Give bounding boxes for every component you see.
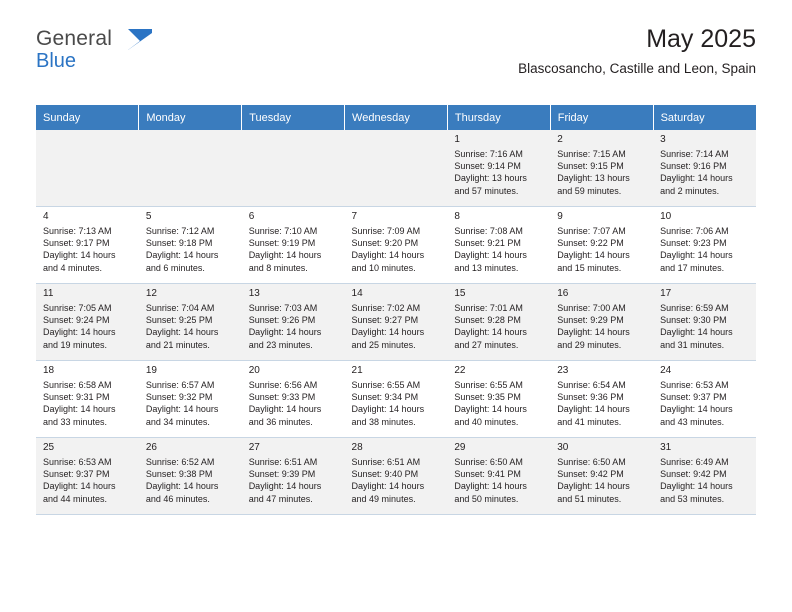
day-number: 27 — [248, 442, 260, 453]
day-info-line: Sunrise: 6:50 AM — [557, 457, 626, 467]
calendar-day-cell — [242, 361, 345, 438]
day-info-line: Sunset: 9:42 PM — [557, 469, 624, 480]
day-info-line: Daylight: 14 hours — [248, 404, 322, 415]
day-number: 5 — [145, 211, 152, 222]
day-info-line: and 2 minutes. — [660, 185, 720, 196]
day-info-line: Daylight: 14 hours — [248, 250, 322, 261]
weekday-header-row — [36, 105, 756, 130]
calendar-cell-empty — [345, 130, 448, 207]
day-info-line: Daylight: 14 hours — [248, 481, 322, 492]
day-info-line: and 51 minutes. — [557, 493, 622, 504]
calendar-day-cell — [345, 207, 448, 284]
day-info-line: Daylight: 14 hours — [43, 250, 116, 261]
day-info-line: Sunrise: 6:51 AM — [351, 457, 421, 467]
day-info-line: and 43 minutes. — [660, 416, 725, 427]
day-info-line: Sunrise: 7:02 AM — [351, 303, 421, 313]
day-info-line: Sunset: 9:37 PM — [43, 469, 110, 480]
day-info-line: Sunset: 9:18 PM — [145, 238, 213, 249]
day-info-line: and 59 minutes. — [557, 185, 622, 196]
day-info-line: Sunrise: 7:12 AM — [145, 226, 215, 236]
day-number: 14 — [351, 288, 363, 299]
day-info-line: Sunset: 9:35 PM — [454, 392, 521, 403]
day-info-line: Sunset: 9:33 PM — [248, 392, 316, 403]
day-info-line: Sunrise: 7:01 AM — [454, 303, 523, 313]
day-number: 21 — [351, 365, 363, 376]
day-info-line: Sunrise: 7:16 AM — [454, 149, 523, 159]
calendar-day-cell — [653, 361, 756, 438]
day-info-line: Daylight: 14 hours — [145, 481, 219, 492]
day-info-line: Sunrise: 6:59 AM — [660, 303, 729, 313]
day-info-line: Daylight: 14 hours — [145, 404, 219, 415]
day-info-line: and 50 minutes. — [454, 493, 519, 504]
calendar-day-cell — [36, 438, 139, 515]
calendar-day-cell — [139, 361, 242, 438]
day-info-line: Daylight: 14 hours — [351, 404, 425, 415]
page-subtitle: Blascosancho, Castille and Leon, Spain — [518, 61, 756, 76]
day-number: 2 — [557, 134, 563, 145]
logo-text-general: General — [36, 27, 113, 50]
weekday-header-sunday: Sunday — [36, 105, 139, 130]
day-info-line: Daylight: 13 hours — [557, 173, 630, 184]
day-number: 26 — [145, 442, 157, 453]
calendar-day-cell — [447, 130, 550, 207]
weekday-header-saturday: Saturday — [653, 105, 756, 130]
day-info-line: and 57 minutes. — [454, 185, 519, 196]
day-info-line: Sunset: 9:14 PM — [454, 161, 521, 172]
day-number: 15 — [454, 288, 466, 299]
day-info-line: Sunrise: 6:49 AM — [660, 457, 729, 467]
day-info-line: Sunset: 9:36 PM — [557, 392, 624, 403]
day-info-line: Daylight: 14 hours — [660, 327, 733, 338]
calendar-day-cell — [550, 284, 653, 361]
day-number: 18 — [43, 365, 55, 376]
day-info-line: and 21 minutes. — [145, 339, 210, 350]
day-number: 24 — [660, 365, 672, 376]
day-info-line: Daylight: 14 hours — [660, 404, 733, 415]
day-number: 12 — [145, 288, 157, 299]
calendar-day-cell — [36, 207, 139, 284]
calendar-body — [36, 130, 756, 515]
day-number: 1 — [454, 134, 460, 145]
calendar-day-cell — [36, 361, 139, 438]
day-info-line: Sunrise: 7:03 AM — [248, 303, 318, 313]
day-info-line: and 6 minutes. — [145, 262, 205, 273]
day-info-line: Daylight: 14 hours — [454, 404, 527, 415]
day-info-line: Sunset: 9:20 PM — [351, 238, 419, 249]
day-info-line: Daylight: 14 hours — [454, 481, 527, 492]
day-info-line: Daylight: 14 hours — [557, 481, 630, 492]
day-info-line: and 31 minutes. — [660, 339, 725, 350]
day-info-line: and 23 minutes. — [248, 339, 313, 350]
day-info-line: Sunset: 9:22 PM — [557, 238, 624, 249]
day-info-line: Daylight: 14 hours — [145, 327, 219, 338]
day-info-line: and 46 minutes. — [145, 493, 210, 504]
day-info-line: Sunrise: 6:55 AM — [351, 380, 421, 390]
calendar-day-cell — [36, 284, 139, 361]
day-info-line: and 33 minutes. — [43, 416, 108, 427]
weekday-header-wednesday: Wednesday — [345, 105, 448, 130]
day-info-line: Daylight: 14 hours — [43, 481, 116, 492]
day-number: 6 — [248, 211, 255, 222]
day-number: 10 — [660, 211, 672, 222]
day-info-line: Sunrise: 7:09 AM — [351, 226, 421, 236]
day-info-line: Sunset: 9:40 PM — [351, 469, 419, 480]
calendar-day-cell — [653, 207, 756, 284]
day-info-line: and 13 minutes. — [454, 262, 519, 273]
day-number: 17 — [660, 288, 672, 299]
day-info-line: and 25 minutes. — [351, 339, 416, 350]
day-info-line: Sunrise: 6:53 AM — [660, 380, 729, 390]
day-info-line: Sunset: 9:29 PM — [557, 315, 624, 326]
calendar-week-row — [36, 361, 756, 438]
weekday-header-monday: Monday — [139, 105, 242, 130]
day-info-line: Sunset: 9:23 PM — [660, 238, 727, 249]
day-info-line: Daylight: 14 hours — [248, 327, 322, 338]
page-title: May 2025 — [646, 25, 756, 53]
day-info-line: and 41 minutes. — [557, 416, 622, 427]
day-info-line: Sunrise: 6:58 AM — [43, 380, 112, 390]
day-info-line: Sunset: 9:27 PM — [351, 315, 419, 326]
calendar-cell-empty — [242, 130, 345, 207]
day-info-line: Daylight: 14 hours — [351, 250, 425, 261]
day-info-line: and 8 minutes. — [248, 262, 308, 273]
calendar-day-cell — [447, 361, 550, 438]
weekday-header-friday: Friday — [550, 105, 653, 130]
day-info-line: Sunrise: 6:55 AM — [454, 380, 523, 390]
day-info-line: Sunset: 9:24 PM — [43, 315, 110, 326]
day-info-line: Sunrise: 7:07 AM — [557, 226, 626, 236]
day-info-line: Sunrise: 7:00 AM — [557, 303, 626, 313]
day-info-line: Daylight: 14 hours — [351, 327, 425, 338]
day-info-line: Sunrise: 6:53 AM — [43, 457, 112, 467]
day-info-line: Sunrise: 7:10 AM — [248, 226, 318, 236]
day-info-line: Daylight: 14 hours — [660, 173, 733, 184]
day-info-line: and 4 minutes. — [43, 262, 103, 273]
day-info-line: Sunset: 9:25 PM — [145, 315, 213, 326]
calendar-day-cell — [550, 361, 653, 438]
calendar-day-cell — [139, 284, 242, 361]
calendar-cell-empty — [36, 130, 139, 207]
day-info-line: Sunset: 9:42 PM — [660, 469, 727, 480]
day-number: 28 — [351, 442, 363, 453]
day-info-line: Sunrise: 6:52 AM — [145, 457, 215, 467]
day-info-line: Sunrise: 6:51 AM — [248, 457, 318, 467]
day-info-line: and 49 minutes. — [351, 493, 416, 504]
day-info-line: Sunset: 9:31 PM — [43, 392, 110, 403]
day-info-line: Daylight: 14 hours — [43, 327, 116, 338]
calendar-day-cell — [345, 361, 448, 438]
calendar-day-cell — [550, 207, 653, 284]
calendar-day-cell — [653, 130, 756, 207]
day-info-line: Daylight: 14 hours — [351, 481, 425, 492]
day-number: 20 — [248, 365, 260, 376]
day-info-line: Sunrise: 7:15 AM — [557, 149, 626, 159]
day-info-line: Sunset: 9:16 PM — [660, 161, 727, 172]
day-number: 23 — [557, 365, 569, 376]
day-info-line: and 38 minutes. — [351, 416, 416, 427]
day-info-line: and 27 minutes. — [454, 339, 519, 350]
calendar-day-cell — [139, 438, 242, 515]
day-info-line: Sunrise: 7:14 AM — [660, 149, 729, 159]
day-info-line: Daylight: 14 hours — [660, 250, 733, 261]
day-info-line: and 40 minutes. — [454, 416, 519, 427]
blue-flag-icon — [127, 29, 153, 51]
day-info-line: Daylight: 14 hours — [660, 481, 733, 492]
calendar-day-cell — [139, 207, 242, 284]
day-number: 13 — [248, 288, 260, 299]
day-info-line: Sunrise: 6:56 AM — [248, 380, 318, 390]
day-info-line: Daylight: 14 hours — [557, 404, 630, 415]
day-info-line: Sunrise: 7:04 AM — [145, 303, 215, 313]
calendar-day-cell — [550, 130, 653, 207]
weekday-header-thursday: Thursday — [447, 105, 550, 130]
day-number: 16 — [557, 288, 569, 299]
day-info-line: Sunset: 9:32 PM — [145, 392, 213, 403]
day-info-line: Sunset: 9:34 PM — [351, 392, 419, 403]
day-info-line: and 34 minutes. — [145, 416, 210, 427]
day-info-line: and 44 minutes. — [43, 493, 108, 504]
calendar-cell-empty — [139, 130, 242, 207]
day-number: 22 — [454, 365, 466, 376]
day-info-line: Sunset: 9:15 PM — [557, 161, 624, 172]
day-info-line: and 17 minutes. — [660, 262, 725, 273]
day-info-line: and 29 minutes. — [557, 339, 622, 350]
day-number: 31 — [660, 442, 672, 453]
logo-text-blue: Blue — [36, 50, 77, 72]
day-info-line: Sunrise: 6:50 AM — [454, 457, 523, 467]
day-info-line: Sunset: 9:30 PM — [660, 315, 727, 326]
day-info-line: and 47 minutes. — [248, 493, 313, 504]
day-info-line: Sunset: 9:39 PM — [248, 469, 316, 480]
day-number: 7 — [351, 211, 358, 222]
day-info-line: Daylight: 14 hours — [454, 250, 527, 261]
calendar-day-cell — [447, 438, 550, 515]
calendar-day-cell — [550, 438, 653, 515]
calendar-week-row — [36, 438, 756, 515]
day-info-line: Sunset: 9:17 PM — [43, 238, 110, 249]
day-number: 4 — [43, 211, 49, 222]
day-info-line: and 10 minutes. — [351, 262, 416, 273]
calendar-week-row — [36, 284, 756, 361]
sun-times-calendar — [36, 105, 756, 515]
day-info-line: Sunrise: 7:05 AM — [43, 303, 112, 313]
day-info-line: Daylight: 13 hours — [454, 173, 527, 184]
day-info-line: and 19 minutes. — [43, 339, 108, 350]
day-number: 29 — [454, 442, 466, 453]
day-info-line: Sunset: 9:41 PM — [454, 469, 521, 480]
day-info-line: Sunset: 9:38 PM — [145, 469, 213, 480]
page-header — [36, 0, 756, 76]
calendar-week-row — [36, 207, 756, 284]
day-info-line: Daylight: 14 hours — [454, 327, 527, 338]
general-blue-logo[interactable] — [36, 28, 156, 74]
calendar-day-cell — [242, 284, 345, 361]
day-info-line: Sunrise: 7:08 AM — [454, 226, 523, 236]
day-info-line: and 36 minutes. — [248, 416, 313, 427]
day-info-line: Sunset: 9:26 PM — [248, 315, 316, 326]
day-number: 8 — [454, 211, 460, 222]
day-number: 19 — [145, 365, 157, 376]
day-info-line: Sunrise: 6:57 AM — [145, 380, 215, 390]
calendar-day-cell — [242, 438, 345, 515]
day-info-line: Sunset: 9:28 PM — [454, 315, 521, 326]
day-info-line: Sunrise: 7:13 AM — [43, 226, 112, 236]
day-info-line: Sunset: 9:37 PM — [660, 392, 727, 403]
day-info-line: Sunrise: 6:54 AM — [557, 380, 626, 390]
calendar-day-cell — [653, 438, 756, 515]
day-info-line: Daylight: 14 hours — [43, 404, 116, 415]
day-info-line: Daylight: 14 hours — [145, 250, 219, 261]
day-info-line: Daylight: 14 hours — [557, 250, 630, 261]
day-number: 30 — [557, 442, 569, 453]
calendar-day-cell — [447, 284, 550, 361]
calendar-day-cell — [345, 438, 448, 515]
calendar-day-cell — [345, 284, 448, 361]
day-number: 3 — [660, 134, 666, 145]
day-info-line: Sunset: 9:21 PM — [454, 238, 521, 249]
day-info-line: Sunrise: 7:06 AM — [660, 226, 729, 236]
day-number: 25 — [43, 442, 55, 453]
weekday-header-tuesday: Tuesday — [242, 105, 345, 130]
day-number: 11 — [43, 288, 54, 299]
day-number: 9 — [557, 211, 563, 222]
day-info-line: Daylight: 14 hours — [557, 327, 630, 338]
calendar-day-cell — [242, 207, 345, 284]
day-info-line: and 53 minutes. — [660, 493, 725, 504]
calendar-day-cell — [653, 284, 756, 361]
calendar-week-row — [36, 130, 756, 207]
day-info-line: Sunset: 9:19 PM — [248, 238, 316, 249]
day-info-line: and 15 minutes. — [557, 262, 622, 273]
calendar-day-cell — [447, 207, 550, 284]
